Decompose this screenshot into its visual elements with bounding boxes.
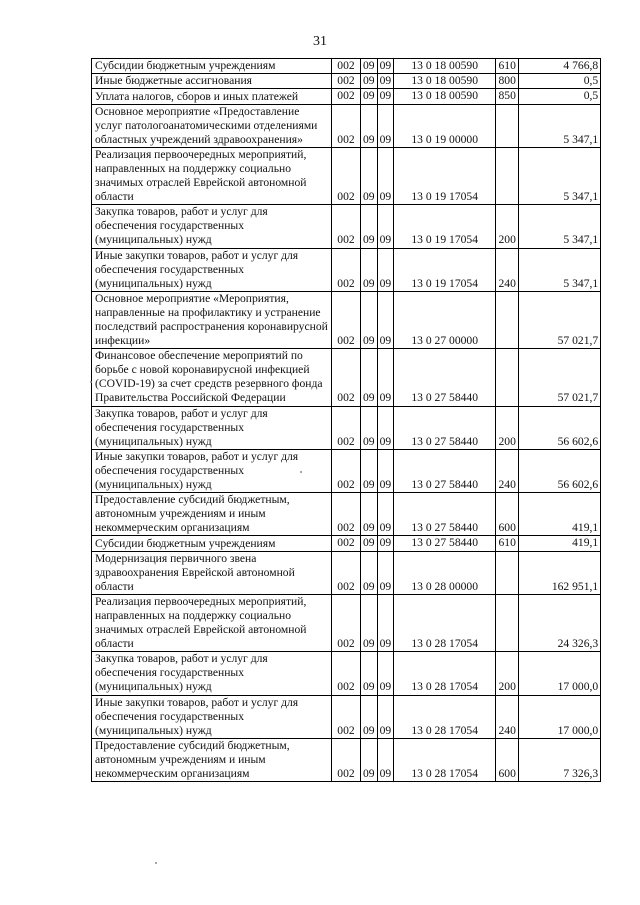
row-expense-type: 200 <box>496 205 519 248</box>
table-row <box>92 349 601 406</box>
row-amount: 5 347,1 <box>519 248 601 291</box>
budget-table-body <box>92 59 601 782</box>
row-expense-type <box>496 104 519 147</box>
row-expense-type: 600 <box>496 738 519 781</box>
row-name: Основное мероприятие «Мероприятия, направленные на профилактику и устранение последствий распространения коронавирусной инфекции» <box>92 291 332 348</box>
row-ministry-code: 002 <box>332 449 361 492</box>
row-section-code: 09 <box>361 536 378 551</box>
row-subsection-code: 09 <box>377 349 394 406</box>
row-target-article: 13 0 27 58440 <box>394 536 496 551</box>
row-expense-type <box>496 291 519 348</box>
row-name: Закупка товаров, работ и услуг для обеспечения государственных (муниципальных) нужд <box>92 205 332 248</box>
row-subsection-code: 09 <box>377 493 394 536</box>
table-row <box>92 493 601 536</box>
row-subsection-code: 09 <box>377 406 394 449</box>
row-expense-type <box>496 594 519 651</box>
row-ministry-code: 002 <box>332 551 361 594</box>
row-name: Закупка товаров, работ и услуг для обеспечения государственных (муниципальных) нужд <box>92 406 332 449</box>
table-row <box>92 248 601 291</box>
row-amount: 0,5 <box>519 74 601 89</box>
row-name: Основное мероприятие «Предоставление услуг патологоанатомическими отделениями областных учреждений здравоохранения» <box>92 104 332 147</box>
row-ministry-code: 002 <box>332 291 361 348</box>
row-target-article: 13 0 19 17054 <box>394 205 496 248</box>
row-section-code: 09 <box>361 738 378 781</box>
row-name: Предоставление субсидий бюджетным, автономным учреждениям и иным некоммерческим организациям <box>92 493 332 536</box>
row-ministry-code: 002 <box>332 406 361 449</box>
row-section-code: 09 <box>361 493 378 536</box>
row-section-code: 09 <box>361 205 378 248</box>
table-row <box>92 594 601 651</box>
row-expense-type: 850 <box>496 89 519 104</box>
row-expense-type <box>496 551 519 594</box>
budget-table <box>91 58 601 782</box>
row-amount: 24 326,3 <box>519 594 601 651</box>
row-target-article: 13 0 19 17054 <box>394 248 496 291</box>
row-ministry-code: 002 <box>332 205 361 248</box>
row-amount: 4 766,8 <box>519 59 601 74</box>
row-expense-type <box>496 147 519 204</box>
table-row <box>92 205 601 248</box>
row-name: Субсидии бюджетным учреждениям <box>92 536 332 551</box>
row-expense-type <box>496 349 519 406</box>
row-name: Иные закупки товаров, работ и услуг для обеспечения государственных (муниципальных) нужд <box>92 248 332 291</box>
table-row <box>92 652 601 695</box>
row-expense-type: 200 <box>496 652 519 695</box>
table-row <box>92 59 601 74</box>
row-subsection-code: 09 <box>377 536 394 551</box>
row-ministry-code: 002 <box>332 89 361 104</box>
row-ministry-code: 002 <box>332 59 361 74</box>
row-section-code: 09 <box>361 74 378 89</box>
row-ministry-code: 002 <box>332 104 361 147</box>
row-name: Финансовое обеспечение мероприятий по борьбе с новой коронавирусной инфекцией (COVID-19) за счет средств резервного фонда Правительства Российской Федерации <box>92 349 332 406</box>
row-amount: 7 326,3 <box>519 738 601 781</box>
row-name: Реализация первоочередных мероприятий, направленных на поддержку социально значимых отраслей Еврейской автономной области <box>92 147 332 204</box>
row-target-article: 13 0 27 58440 <box>394 349 496 406</box>
row-amount: 419,1 <box>519 493 601 536</box>
row-section-code: 09 <box>361 695 378 738</box>
row-amount: 56 602,6 <box>519 406 601 449</box>
row-name: Иные закупки товаров, работ и услуг для обеспечения государственных (муниципальных) нужд <box>92 695 332 738</box>
row-section-code: 09 <box>361 449 378 492</box>
row-amount: 0,5 <box>519 89 601 104</box>
row-target-article: 13 0 28 17054 <box>394 652 496 695</box>
page-number: 31 <box>313 34 327 49</box>
row-expense-type: 240 <box>496 449 519 492</box>
row-subsection-code: 09 <box>377 74 394 89</box>
row-target-article: 13 0 19 00000 <box>394 104 496 147</box>
row-amount: 17 000,0 <box>519 652 601 695</box>
row-amount: 5 347,1 <box>519 205 601 248</box>
row-target-article: 13 0 28 17054 <box>394 738 496 781</box>
row-subsection-code: 09 <box>377 594 394 651</box>
row-section-code: 09 <box>361 594 378 651</box>
row-target-article: 13 0 27 58440 <box>394 449 496 492</box>
row-section-code: 09 <box>361 147 378 204</box>
row-target-article: 13 0 18 00590 <box>394 59 496 74</box>
row-section-code: 09 <box>361 652 378 695</box>
row-section-code: 09 <box>361 551 378 594</box>
row-name: Закупка товаров, работ и услуг для обеспечения государственных (муниципальных) нужд <box>92 652 332 695</box>
row-ministry-code: 002 <box>332 695 361 738</box>
row-ministry-code: 002 <box>332 738 361 781</box>
row-ministry-code: 002 <box>332 493 361 536</box>
row-name: Иные бюджетные ассигнования <box>92 74 332 89</box>
row-amount: 17 000,0 <box>519 695 601 738</box>
row-target-article: 13 0 28 17054 <box>394 594 496 651</box>
row-name: Реализация первоочередных мероприятий, направленных на поддержку социально значимых отраслей Еврейской автономной области <box>92 594 332 651</box>
row-target-article: 13 0 27 58440 <box>394 493 496 536</box>
row-amount: 57 021,7 <box>519 349 601 406</box>
table-row <box>92 89 601 104</box>
table-row <box>92 74 601 89</box>
row-expense-type: 610 <box>496 536 519 551</box>
row-amount: 5 347,1 <box>519 147 601 204</box>
table-row <box>92 291 601 348</box>
row-target-article: 13 0 19 17054 <box>394 147 496 204</box>
table-row <box>92 536 601 551</box>
row-target-article: 13 0 18 00590 <box>394 89 496 104</box>
row-ministry-code: 002 <box>332 248 361 291</box>
row-subsection-code: 09 <box>377 147 394 204</box>
scan-speck <box>155 862 157 864</box>
scan-speck <box>300 471 302 473</box>
row-name: Уплата налогов, сборов и иных платежей <box>92 89 332 104</box>
row-amount: 56 602,6 <box>519 449 601 492</box>
row-amount: 5 347,1 <box>519 104 601 147</box>
row-expense-type: 240 <box>496 248 519 291</box>
row-section-code: 09 <box>361 349 378 406</box>
scan-speck <box>90 381 92 383</box>
row-section-code: 09 <box>361 248 378 291</box>
table-row <box>92 104 601 147</box>
row-ministry-code: 002 <box>332 594 361 651</box>
row-ministry-code: 002 <box>332 74 361 89</box>
row-target-article: 13 0 27 58440 <box>394 406 496 449</box>
row-expense-type: 240 <box>496 695 519 738</box>
row-name: Субсидии бюджетным учреждениям <box>92 59 332 74</box>
row-ministry-code: 002 <box>332 349 361 406</box>
row-ministry-code: 002 <box>332 536 361 551</box>
row-target-article: 13 0 18 00590 <box>394 74 496 89</box>
row-expense-type: 200 <box>496 406 519 449</box>
row-target-article: 13 0 28 00000 <box>394 551 496 594</box>
row-ministry-code: 002 <box>332 147 361 204</box>
row-amount: 162 951,1 <box>519 551 601 594</box>
table-row <box>92 551 601 594</box>
table-row <box>92 449 601 492</box>
table-row <box>92 406 601 449</box>
row-amount: 419,1 <box>519 536 601 551</box>
row-subsection-code: 09 <box>377 652 394 695</box>
row-target-article: 13 0 27 00000 <box>394 291 496 348</box>
row-subsection-code: 09 <box>377 205 394 248</box>
row-subsection-code: 09 <box>377 695 394 738</box>
row-section-code: 09 <box>361 291 378 348</box>
row-subsection-code: 09 <box>377 248 394 291</box>
row-ministry-code: 002 <box>332 652 361 695</box>
row-subsection-code: 09 <box>377 738 394 781</box>
row-subsection-code: 09 <box>377 104 394 147</box>
row-section-code: 09 <box>361 59 378 74</box>
row-subsection-code: 09 <box>377 291 394 348</box>
row-name: Предоставление субсидий бюджетным, автономным учреждениям и иным некоммерческим организациям <box>92 738 332 781</box>
row-subsection-code: 09 <box>377 449 394 492</box>
row-section-code: 09 <box>361 104 378 147</box>
row-subsection-code: 09 <box>377 551 394 594</box>
table-row <box>92 695 601 738</box>
row-expense-type: 800 <box>496 74 519 89</box>
row-target-article: 13 0 28 17054 <box>394 695 496 738</box>
row-section-code: 09 <box>361 406 378 449</box>
row-name: Иные закупки товаров, работ и услуг для обеспечения государственных (муниципальных) нужд <box>92 449 332 492</box>
table-row <box>92 738 601 781</box>
row-subsection-code: 09 <box>377 89 394 104</box>
row-name: Модернизация первичного звена здравоохранения Еврейской автономной области <box>92 551 332 594</box>
row-expense-type: 600 <box>496 493 519 536</box>
table-row <box>92 147 601 204</box>
row-expense-type: 610 <box>496 59 519 74</box>
row-amount: 57 021,7 <box>519 291 601 348</box>
row-subsection-code: 09 <box>377 59 394 74</box>
row-section-code: 09 <box>361 89 378 104</box>
